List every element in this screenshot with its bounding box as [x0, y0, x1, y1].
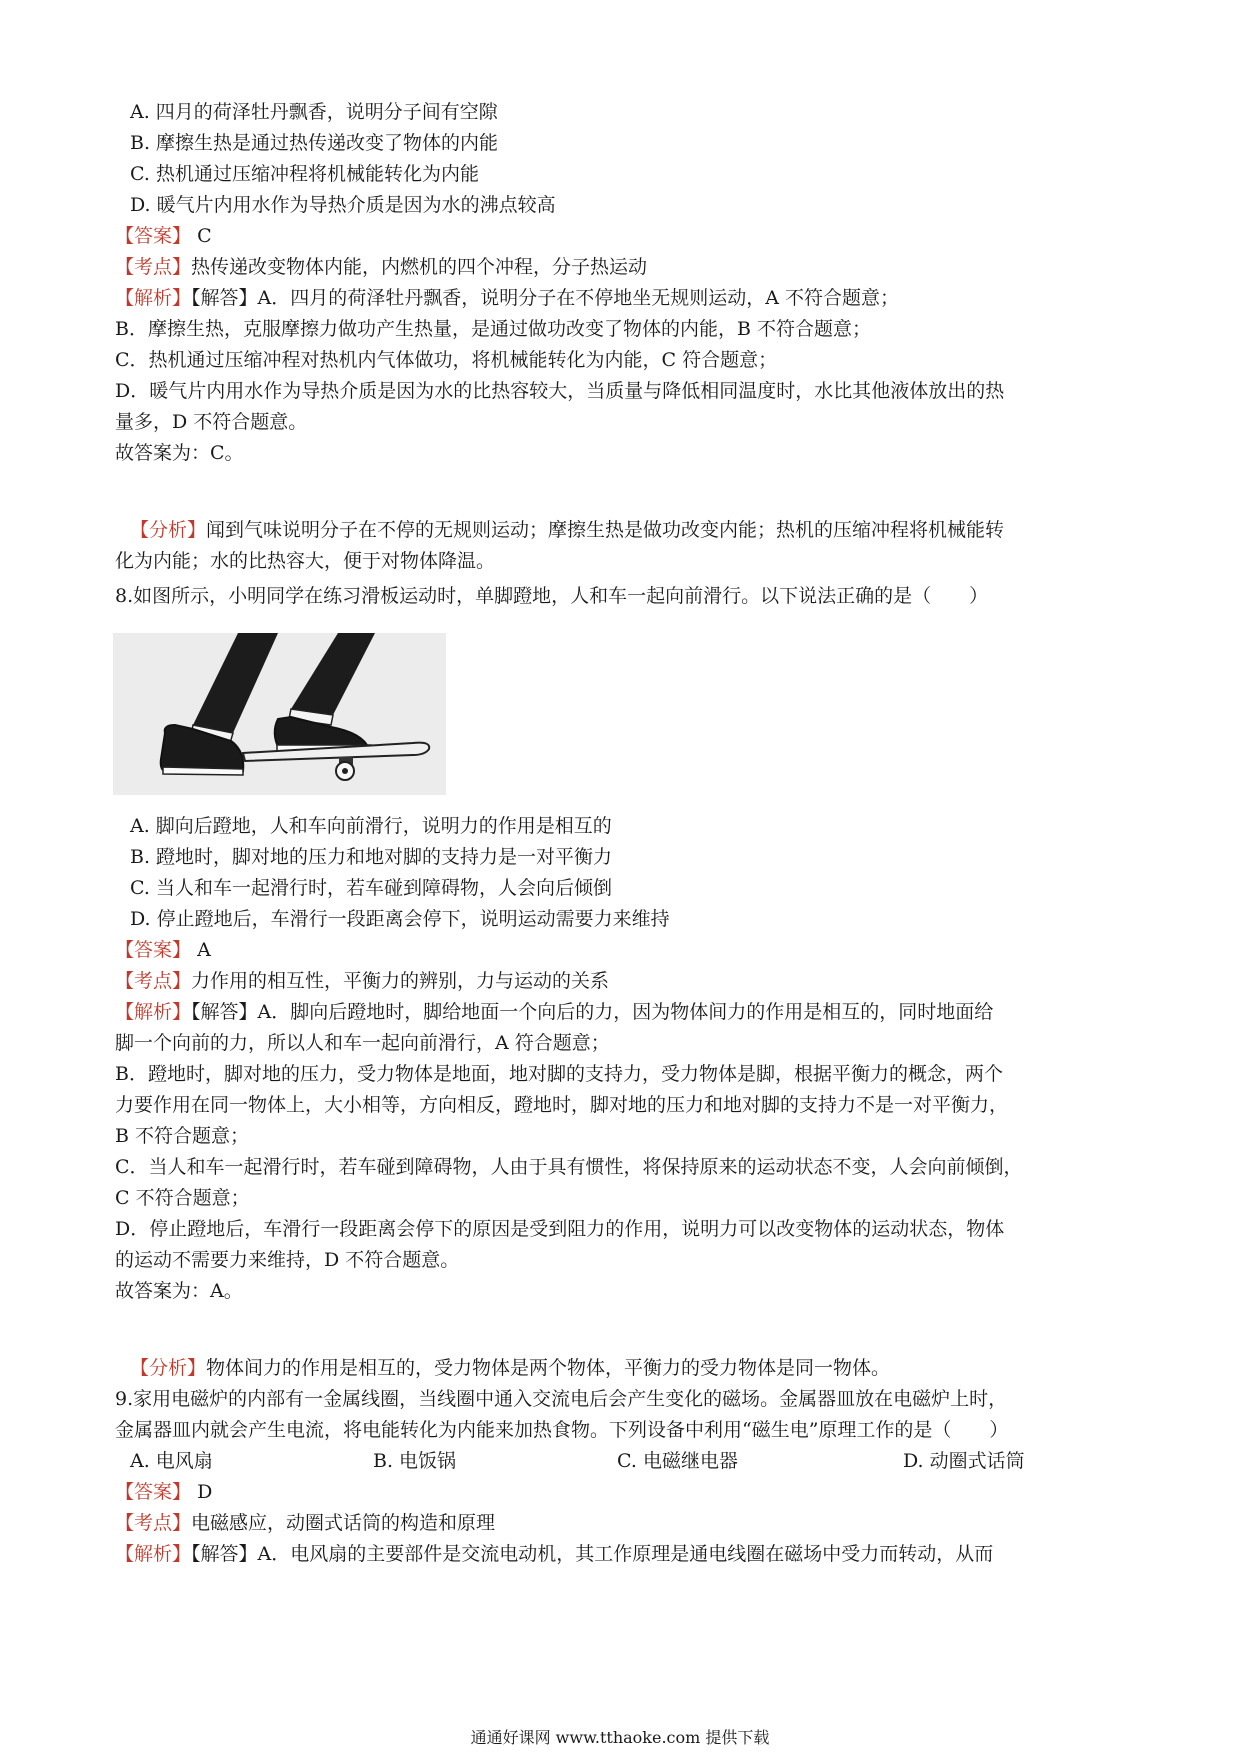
- q7-answer: [115, 221, 212, 251]
- q7-jiexi-text-1: 【解答】A．四月的荷泽牡丹飘香，说明分子在不停地坐无规则运动，A 不符合题意；: [191, 287, 899, 309]
- jiexi-tag: 【解析】: [115, 1543, 192, 1565]
- fenxi-tag: 【分析】: [130, 519, 207, 541]
- kaodian-tag: 【考点】: [115, 970, 192, 992]
- q7-jiexi-line-1: [115, 283, 899, 313]
- q9-jiexi-line-1: [115, 1539, 993, 1569]
- q7-jiexi-line-5: 量多，D 不符合题意。: [115, 411, 308, 433]
- q7-fenxi-text-1: 闻到气味说明分子在不停的无规则运动；摩擦生热是做功改变内能；热机的压缩冲程将机械能转: [206, 519, 1005, 541]
- q8-jiexi-line-8: D．停止蹬地后，车滑行一段距离会停下的原因是受到阻力的作用，说明力可以改变物体的运动状态，物体: [115, 1218, 1005, 1240]
- q8-jiexi-line-7: C 不符合题意；: [115, 1187, 250, 1209]
- q8-jiexi-line-5: B 不符合题意；: [115, 1125, 250, 1147]
- q8-option-a: A. 脚向后蹬地，人和车向前滑行，说明力的作用是相互的: [130, 815, 612, 837]
- jiexi-tag: 【解析】: [115, 1001, 192, 1023]
- q8-jiexi-line-9: 的运动不需要力来维持，D 不符合题意。: [115, 1249, 460, 1271]
- q9-option-a: A. 电风扇: [130, 1450, 213, 1472]
- jiexi-tag: 【解析】: [115, 287, 192, 309]
- q8-jiexi-line-4: 力要作用在同一物体上，大小相等，方向相反，蹬地时，脚对地的压力和地对脚的支持力不是一对平衡力，: [115, 1094, 1009, 1116]
- q7-option-a: A. 四月的荷泽牡丹飘香，说明分子间有空隙: [130, 101, 498, 123]
- q9-answer: [115, 1477, 212, 1507]
- q9-jiexi-text-1: 【解答】A．电风扇的主要部件是交流电动机，其工作原理是通电线圈在磁场中受力而转动，从而: [191, 1543, 994, 1565]
- q8-jiexi-line-2: 脚一个向前的力，所以人和车一起向前滑行，A 符合题意；: [115, 1032, 610, 1054]
- q9-kaodian-text: 电磁感应，动圈式话筒的构造和原理: [191, 1512, 496, 1534]
- q7-option-d: D. 暖气片内用水作为导热介质是因为水的沸点较高: [130, 194, 556, 216]
- q8-option-d: D. 停止蹬地后，车滑行一段距离会停下，说明运动需要力来维持: [130, 908, 670, 930]
- q7-jiexi-line-6: 故答案为：C。: [115, 442, 244, 464]
- q9-option-d: D. 动圈式话筒: [903, 1450, 1025, 1472]
- q9-stem-line-1: 9.家用电磁炉的内部有一金属线圈，当线圈中通入交流电后会产生变化的磁场。金属器皿放在电磁炉上时，: [115, 1388, 1008, 1410]
- q8-option-c: C. 当人和车一起滑行时，若车碰到障碍物，人会向后倾倒: [130, 877, 612, 899]
- q8-answer-value: A: [197, 939, 211, 961]
- q7-option-c: C. 热机通过压缩冲程将机械能转化为内能: [130, 163, 479, 185]
- q7-fenxi-line-2: 化为内能；水的比热容大，便于对物体降温。: [115, 550, 496, 572]
- q9-kaodian: [115, 1508, 495, 1538]
- q8-answer: [115, 935, 211, 965]
- q7-kaodian-text: 热传递改变物体内能，内燃机的四个冲程，分子热运动: [191, 256, 648, 278]
- q7-kaodian: [115, 252, 647, 282]
- q9-option-b: B. 电饭锅: [373, 1450, 457, 1472]
- q9-answer-value: D: [197, 1481, 213, 1503]
- q9-option-c: C. 电磁继电器: [617, 1450, 738, 1472]
- q8-fenxi-line-1: [130, 1353, 890, 1383]
- q8-jiexi-line-10: 故答案为：A。: [115, 1280, 243, 1302]
- kaodian-tag: 【考点】: [115, 1512, 192, 1534]
- answer-tag: 【答案】: [115, 225, 192, 247]
- q7-jiexi-line-3: C．热机通过压缩冲程对热机内气体做功，将机械能转化为内能，C 符合题意；: [115, 349, 778, 371]
- q8-kaodian: [115, 966, 609, 996]
- fenxi-tag: 【分析】: [130, 1357, 207, 1379]
- q7-answer-value: C: [197, 225, 212, 247]
- skateboard-figure: [113, 633, 446, 795]
- answer-tag: 【答案】: [115, 1481, 192, 1503]
- q8-jiexi-text-1: 【解答】A．脚向后蹬地时，脚给地面一个向后的力，因为物体间力的作用是相互的，同时地面给: [191, 1001, 994, 1023]
- kaodian-tag: 【考点】: [115, 256, 192, 278]
- page-footer: 通通好课网 www.tthaoke.com 提供下载: [470, 1728, 770, 1747]
- q7-option-b: B. 摩擦生热是通过热传递改变了物体的内能: [130, 132, 499, 154]
- q7-jiexi-line-2: B．摩擦生热，克服摩擦力做功产生热量，是通过做功改变了物体的内能，B 不符合题意；: [115, 318, 871, 340]
- answer-tag: 【答案】: [115, 939, 192, 961]
- q8-fenxi-text-1: 物体间力的作用是相互的，受力物体是两个物体，平衡力的受力物体是同一物体。: [206, 1357, 891, 1379]
- q8-kaodian-text: 力作用的相互性，平衡力的辨别，力与运动的关系: [191, 970, 610, 992]
- q9-stem-line-2: 金属器皿内就会产生电流，将电能转化为内能来加热食物。下列设备中利用“磁生电”原理工作的是（ ）: [115, 1419, 1009, 1441]
- q8-jiexi-line-6: C．当人和车一起滑行时，若车碰到障碍物，人由于具有惯性，将保持原来的运动状态不变，人会向前倾倒，: [115, 1156, 1023, 1178]
- q8-option-b: B. 蹬地时，脚对地的压力和地对脚的支持力是一对平衡力: [130, 846, 613, 868]
- q7-fenxi-line-1: [130, 515, 1004, 545]
- skateboard-illustration: [113, 633, 446, 795]
- q8-jiexi-line-3: B．蹬地时，脚对地的压力，受力物体是地面，地对脚的支持力，受力物体是脚，根据平衡力的概念，两个: [115, 1063, 1003, 1085]
- q8-stem: 8.如图所示，小明同学在练习滑板运动时，单脚蹬地，人和车一起向前滑行。以下说法正确的是（ ）: [115, 585, 989, 607]
- q8-jiexi-line-1: [115, 997, 993, 1027]
- q7-jiexi-line-4: D．暖气片内用水作为导热介质是因为水的比热容较大，当质量与降低相同温度时，水比其他液体放出的热: [115, 380, 1005, 402]
